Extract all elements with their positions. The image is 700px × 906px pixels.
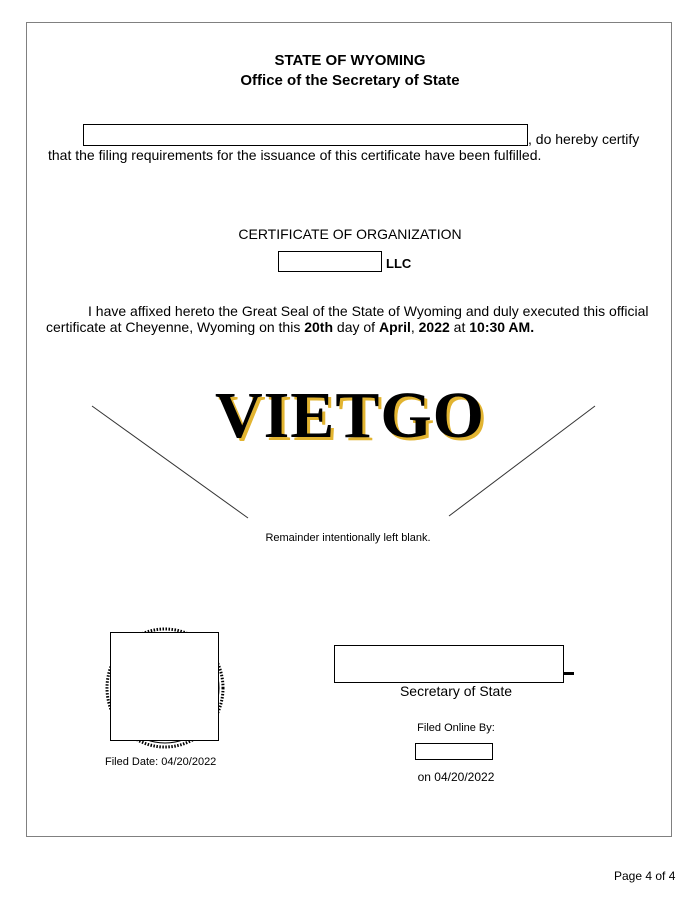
- redacted-signature-box: [334, 645, 564, 683]
- llc-suffix: LLC: [386, 256, 412, 271]
- watermark-text: VIETGO: [214, 379, 486, 452]
- certify-suffix: , do hereby certify: [528, 131, 640, 147]
- redacted-seal-box: [110, 632, 219, 741]
- filed-online-date: on 04/20/2022: [417, 770, 495, 784]
- redacted-filer-box: [415, 743, 493, 760]
- seal-statement-line1: I have affixed hereto the Great Seal of the State of Wyoming and duly executed this official: [88, 303, 649, 319]
- certify-line: that the filing requirements for the issuance of this certificate have been fulfilled.: [48, 147, 542, 163]
- signature-title: Secretary of State: [399, 683, 513, 699]
- page-number: Page 4 of 4: [614, 869, 676, 883]
- seal-statement-line2: certificate at Cheyenne, Wyoming on this 20th day of April, 2022 at 10:30 AM.: [46, 319, 535, 335]
- blank-note: Remainder intentionally left blank.: [265, 532, 431, 544]
- filed-date: Filed Date: 04/20/2022: [105, 756, 217, 768]
- state-title: STATE OF WYOMING: [274, 52, 426, 69]
- filed-online-by: Filed Online By:: [417, 722, 495, 734]
- office-title: Office of the Secretary of State: [240, 72, 460, 89]
- certificate-type: CERTIFICATE OF ORGANIZATION: [238, 226, 462, 242]
